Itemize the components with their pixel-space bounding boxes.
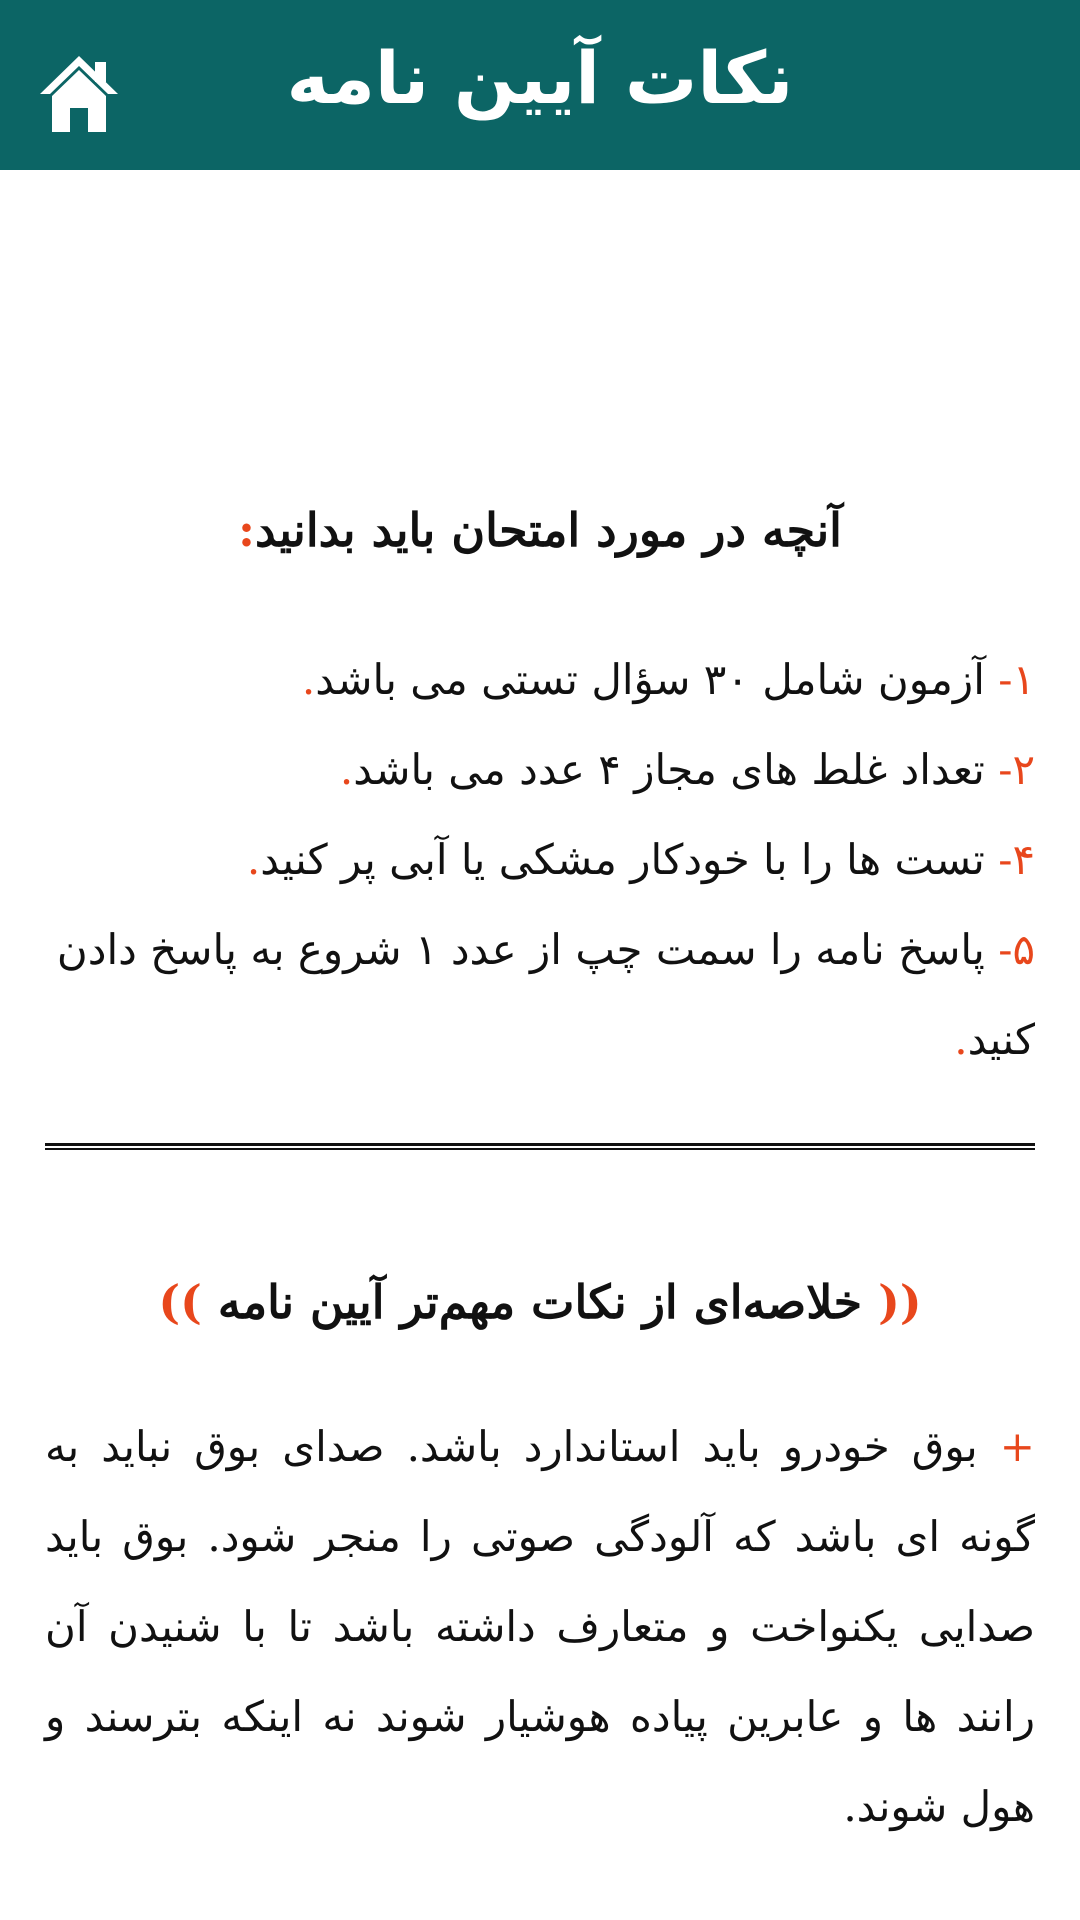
item-number: ۴- [998,835,1035,884]
app-header [0,0,1080,170]
item-number: ۱- [998,655,1035,704]
home-icon [38,52,120,134]
item-text: تست ها را با خودکار مشکی یا آبی پر کنید [260,835,985,884]
summary-section-title: (( خلاصه‌ای از نکات مهم‌تر آیین نامه )) [158,1275,922,1329]
exam-tips-list [45,635,1035,1085]
home-button[interactable] [38,52,120,134]
list-item: ۵- پاسخ نامه را سمت چپ از عدد ۱ شروع به پاسخ دادن کنید. [56,925,1035,1064]
item-number: ۵- [998,925,1035,974]
list-item: ۱- آزمون شامل ۳۰ سؤال تستی می باشد. [301,655,1035,704]
item-text: آزمون شامل ۳۰ سؤال تستی می باشد [315,655,985,704]
item-number: ۲- [998,745,1035,794]
list-item: ۲- تعداد غلط های مجاز ۴ عدد می باشد. [339,745,1035,794]
item-text: پاسخ نامه را سمت چپ از عدد ۱ شروع به پاسخ دادن کنید [56,925,1035,1064]
content [45,490,1035,1852]
section-divider [45,1143,1035,1150]
summary-text: بوق خودرو باید استاندارد باشد. صدای بوق نباید به گونه ای باشد که آلودگی صوتی را منجر شود. بوق باید صدایی یکنواخت و متعارف داشته باشد تا با شنیدن آن رانند ها و عابرین پیاده هوشیار شوند نه اینکه بترسند و هول شوند. [45,1422,1035,1831]
item-text: تعداد غلط های مجاز ۴ عدد می باشد [353,745,985,794]
exam-section-title: آنچه در مورد امتحان باید بدانید: [238,503,842,557]
summary-paragraph [45,1402,1035,1852]
bullet-plus: + [999,1422,1035,1471]
page-title: نکات آیین نامه [286,36,794,120]
list-item: ۴- تست ها را با خودکار مشکی یا آبی پر کنید. [246,835,1035,884]
